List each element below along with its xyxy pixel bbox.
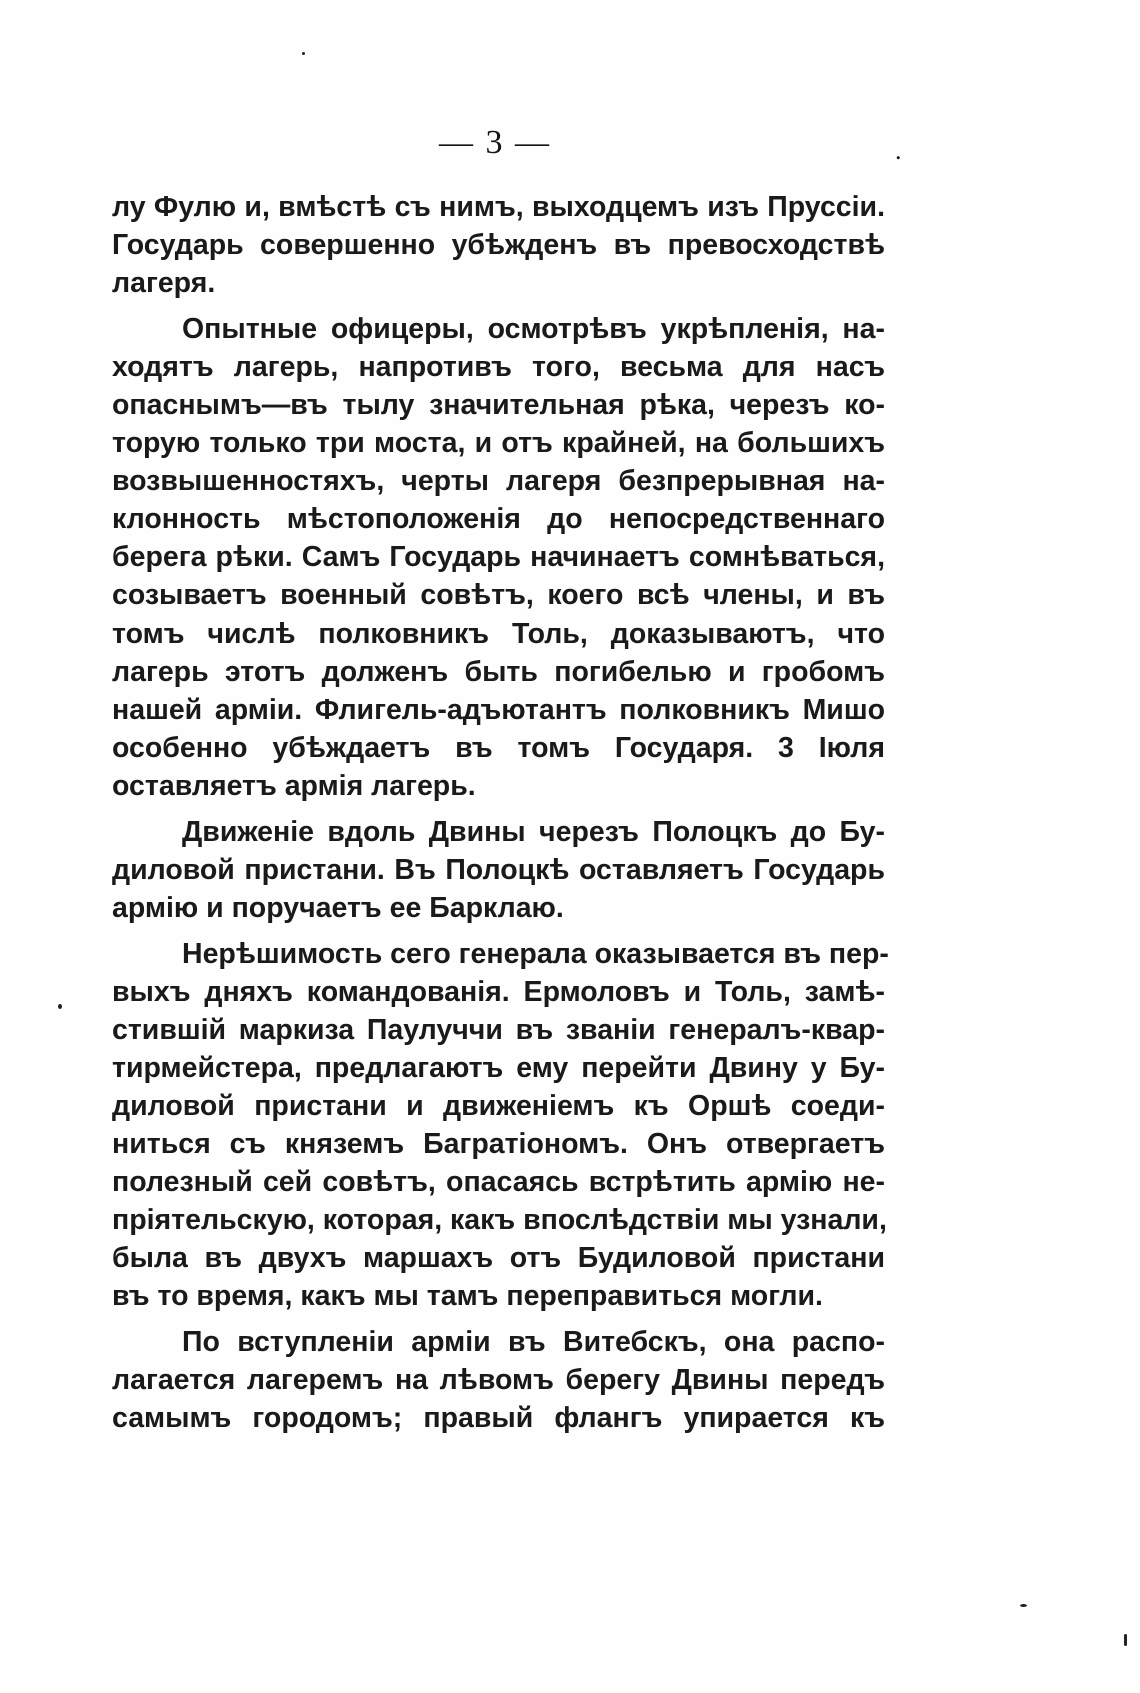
text-line: диловой пристани. Въ Полоцкѣ оставляетъ Государь <box>112 853 885 886</box>
text-line: лагается лагеремъ на лѣвомъ берегу Двины передъ <box>112 1364 885 1397</box>
text-line: возвышенностяхъ, черты лагеря безпрерывная на- <box>112 465 885 498</box>
text-line: самымъ городомъ; правый флангъ упирается къ <box>112 1402 885 1435</box>
text-line: въ то время, какъ мы тамъ переправиться могли. <box>112 1280 823 1313</box>
text-line: особенно убѣждаетъ въ томъ Государя. 3 Іюля <box>112 731 885 764</box>
text-line: была въ двухъ маршахъ отъ Будиловой пристани <box>112 1242 885 1275</box>
text-line: выхъ дняхъ командованія. Ермоловъ и Толь, замѣ- <box>112 975 885 1008</box>
text-line: торую только три моста, и отъ крайней, на большихъ <box>112 427 885 460</box>
text-line: ходятъ лагерь, напротивъ того, весьма для насъ <box>112 351 885 384</box>
text-line: Опытные офицеры, осмотрѣвъ укрѣпленія, на- <box>182 313 885 346</box>
text-line: диловой пристани и движеніемъ къ Оршѣ соеди- <box>112 1090 885 1123</box>
scan-speck <box>1124 1634 1127 1646</box>
text-line: Нерѣшимость сего генерала оказывается въ пер- <box>182 937 889 970</box>
text-line: Движеніе вдоль Двины черезъ Полоцкъ до Бу- <box>182 815 885 848</box>
text-line: лагерь этотъ долженъ быть погибелью и гробомъ <box>112 655 885 688</box>
scan-speck <box>302 52 305 55</box>
text-line: лу Фулю и, вмѣстѣ съ нимъ, выходцемъ изъ Пруссіи. <box>112 191 885 223</box>
text-line: пріятельскую, которая, какъ впослѣдствіи мы узнали, <box>112 1204 887 1237</box>
page-header <box>0 118 1140 168</box>
paragraph-3 <box>112 813 885 927</box>
paragraph-4 <box>112 935 889 1315</box>
text-line: ниться съ княземъ Багратіономъ. Онъ отвергаетъ <box>112 1128 885 1161</box>
text-line: опаснымъ—въ тылу значительная рѣка, черезъ ко- <box>112 389 885 422</box>
text-line: тирмейстера, предлагаютъ ему перейти Двину у Бу- <box>112 1052 885 1085</box>
text-line: армію и поручаетъ ее Барклаю. <box>112 891 564 924</box>
text-line: берега рѣки. Самъ Государь начинаетъ сомнѣваться, <box>112 541 885 574</box>
paragraph-1 <box>112 188 885 302</box>
text-line: Государь совершенно убѣжденъ въ превосходствѣ <box>112 229 885 262</box>
text-line: полезный сей совѣтъ, опасаясь встрѣтить армію не- <box>112 1166 885 1199</box>
paragraph-5 <box>112 1323 885 1437</box>
text-line: стившій маркиза Паулуччи въ званіи генералъ-квар- <box>112 1013 885 1046</box>
text-line: томъ числѣ полковникъ Толь, доказываютъ, что <box>112 617 885 650</box>
page-number: — 3 — <box>439 124 551 161</box>
text-line: нашей арміи. Флигель-адъютантъ полковникъ Мишо <box>112 693 885 726</box>
text-line: лагеря. <box>112 267 216 300</box>
body-text <box>112 188 889 1438</box>
text-line: По вступленіи арміи въ Витебскъ, она распо- <box>182 1326 885 1359</box>
text-line: созываетъ военный совѣтъ, коего всѣ члены, и въ <box>112 579 885 612</box>
text-line: клонность мѣстоположенія до непосредственнаго <box>112 503 885 536</box>
scan-speck <box>1020 1604 1027 1607</box>
paragraph-2 <box>112 310 885 805</box>
scan-speck <box>58 1004 62 1009</box>
text-line: оставляетъ армія лагерь. <box>112 769 476 802</box>
header-mark: . <box>895 136 902 165</box>
